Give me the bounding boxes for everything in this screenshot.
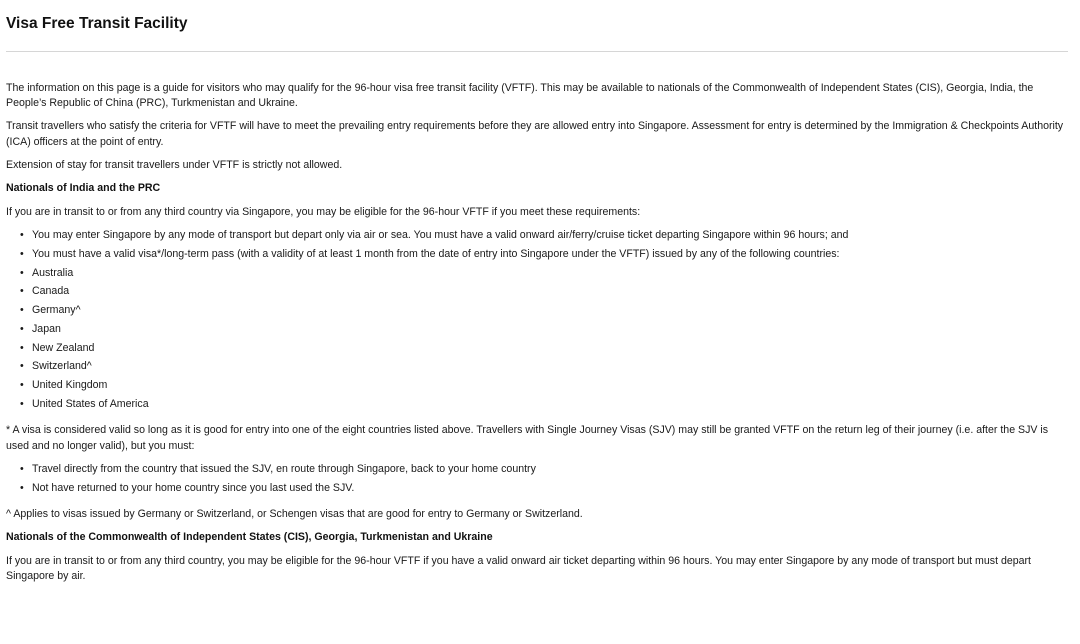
intro-paragraph-2: Transit travellers who satisfy the criteria for VFTF will have to meet the prevailing entry requirements before they are allowed entry into Singapore. Assessment for entry is determined by the Immigration & Checkpoints Authority (ICA) officers at the point of entry. (6, 120, 1064, 148)
list-item: • Switzerland^ (32, 359, 1068, 374)
title-divider (6, 51, 1068, 52)
india-prc-requirements-list (6, 228, 1068, 412)
visa-footnote: * A visa is considered valid so long as it is good for entry into one of the eight countries listed above. Travellers with Single Journey Visas (SJV) may still be granted VFTF on the return leg of their journey (i.e. after the SJV is used and no longer valid), but you must: (6, 424, 1049, 452)
list-item: • Japan (32, 322, 1068, 337)
section-heading-cis: Nationals of the Commonwealth of Independent States (CIS), Georgia, Turkmenistan and Ukraine (6, 531, 493, 544)
page-title: Visa Free Transit Facility (6, 15, 188, 32)
list-item: • Not have returned to your home country since you last used the SJV. (32, 481, 1068, 496)
cis-lead: If you are in transit to or from any third country, you may be eligible for the 96-hour VFTF if you have a valid onward air ticket departing within 96 hours. You may enter Singapore by any mode of transport but must depart Singapore by air. (6, 554, 1031, 583)
section-heading-india-prc: Nationals of India and the PRC (6, 182, 161, 195)
list-item: • You may enter Singapore by any mode of transport but depart only via air or sea. You must have a valid onward air/ferry/cruise ticket departing Singapore within 96 hours; and (32, 228, 1068, 243)
list-item: • United States of America (32, 397, 1068, 412)
list-item: • You must have a valid visa*/long-term pass (with a validity of at least 1 month from the date of entry into Singapore under the VFTF) issued by any of the following countries: (32, 247, 1068, 262)
india-prc-lead: If you are in transit to or from any third country via Singapore, you may be eligible for the 96-hour VFTF if you meet these requirements: (6, 205, 641, 218)
list-item: • Germany^ (32, 303, 1068, 318)
sjv-conditions-list (6, 462, 1068, 496)
list-item: • Travel directly from the country that issued the SJV, en route through Singapore, back to your home country (32, 462, 1068, 477)
list-item: • New Zealand (32, 341, 1068, 356)
main-content (6, 81, 1068, 585)
caret-footnote: ^ Applies to visas issued by Germany or Switzerland, or Schengen visas that are good for entry to Germany or Switzerland. (6, 508, 583, 521)
intro-paragraph-1: The information on this page is a guide for visitors who may qualify for the 96-hour visa free transit facility (VFTF). This may be available to nationals of the Commonwealth of Independent States (CIS), Georgia, India, the People’s Republic of China (PRC), Turkmenistan and Ukraine. (6, 81, 1034, 109)
list-item: • Australia (32, 266, 1068, 281)
list-item: • Canada (32, 284, 1068, 299)
list-item: • United Kingdom (32, 378, 1068, 393)
intro-paragraph-3: Extension of stay for transit travellers under VFTF is strictly not allowed. (6, 159, 343, 172)
